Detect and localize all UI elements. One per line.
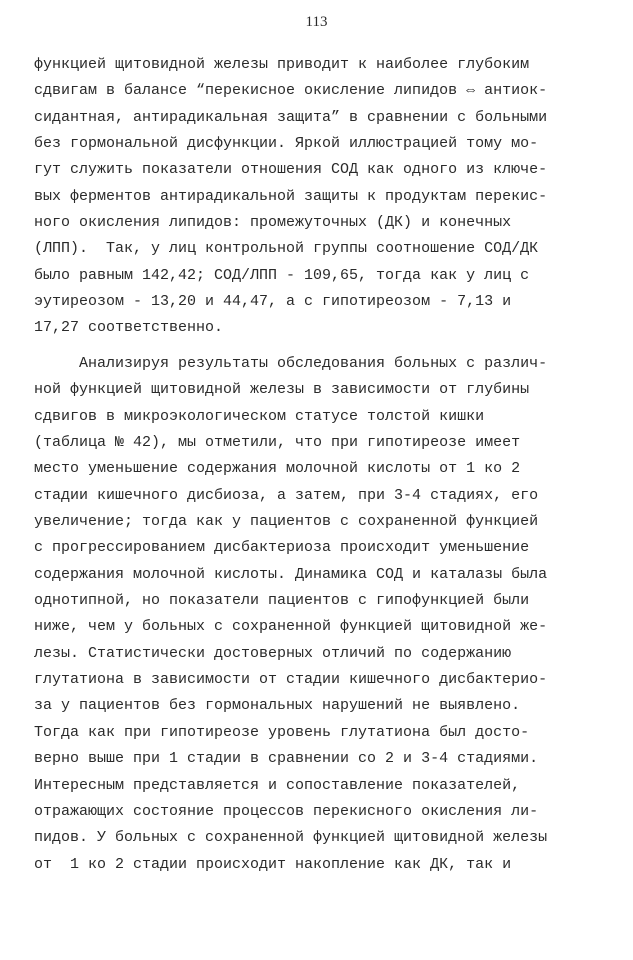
text-line: глутатиона в зависимости от стадии кишечного дисбактерио- bbox=[34, 671, 548, 689]
text-line: 17,27 соответственно. bbox=[34, 319, 224, 337]
text-line: стадии кишечного дисбиоза, а затем, при 3-4 стадиях, его bbox=[34, 486, 539, 504]
text-line: за у пациентов без гормональных нарушений не выявлено. bbox=[34, 697, 521, 715]
text-line: вых ферментов антирадикальной защиты к продуктам перекис- bbox=[34, 187, 548, 205]
text-line: эутиреозом - 13,20 и 44,47, а с гипотиреозом - 7,13 и bbox=[34, 293, 512, 311]
text-line: сдвигов в микроэкологическом статусе толстой кишки bbox=[34, 407, 485, 425]
text-line: Интересным представляется и сопоставление показателей, bbox=[34, 776, 521, 794]
text-line: верно выше при 1 стадии в сравнении со 2 и 3-4 стадиями. bbox=[34, 750, 539, 768]
text-line: пидов. У больных с сохраненной функцией щитовидной железы bbox=[34, 829, 548, 847]
text-line: без гормональной дисфункции. Яркой иллюстрацией тому мо- bbox=[34, 135, 539, 153]
text-line: функцией щитовидной железы приводит к наиболее глубоким bbox=[34, 56, 530, 73]
text-line: сдвигам в балансе “перекисное окисление липидов ⇔ антиок- bbox=[34, 82, 548, 100]
text-line: (таблица № 42), мы отметили, что при гипотиреозе имеет bbox=[34, 434, 521, 452]
text-line: было равным 142,42; СОД/ЛПП - 109,65, тогда как у лиц с bbox=[34, 266, 530, 284]
text-line: содержания молочной кислоты. Динамика СОД и каталазы была bbox=[34, 565, 548, 583]
text-line: (ЛПП). Так, у лиц контрольной группы соотношение СОД/ДК bbox=[34, 240, 539, 258]
text-line: ниже, чем у больных с сохраненной функцией щитовидной же- bbox=[34, 618, 548, 636]
text-line: ной функцией щитовидной железы в зависимости от глубины bbox=[34, 381, 530, 399]
text-line: от 1 ко 2 стадии происходит накопление как ДК, так и bbox=[34, 855, 512, 873]
text-line: Анализируя результаты обследования больных с различ- bbox=[34, 355, 548, 372]
text-line: сидантная, антирадикальная защита” в сравнении с больными bbox=[34, 108, 548, 126]
page-number: 113 bbox=[305, 14, 328, 30]
paragraph-2 bbox=[34, 351, 600, 878]
text-line: отражающих состояние процессов перекисного окисления ли- bbox=[34, 802, 539, 820]
text-line: место уменьшение содержания молочной кислоты от 1 ко 2 bbox=[34, 460, 521, 478]
text-line: ного окисления липидов: промежуточных (ДК) и конечных bbox=[34, 214, 512, 232]
text-line: с прогрессированием дисбактериоза происходит уменьшение bbox=[34, 539, 530, 557]
text-line: лезы. Статистически достоверных отличий по содержанию bbox=[34, 644, 512, 662]
text-line: однотипной, но показатели пациентов с гипофункцией были bbox=[34, 592, 530, 610]
text-line: гут служить показатели отношения СОД как одного из ключе- bbox=[34, 161, 548, 179]
text-line: Тогда как при гипотиреозе уровень глутатиона был досто- bbox=[34, 723, 530, 741]
paragraph-1 bbox=[34, 52, 600, 342]
text-line: увеличение; тогда как у пациентов с сохраненной функцией bbox=[34, 513, 539, 531]
